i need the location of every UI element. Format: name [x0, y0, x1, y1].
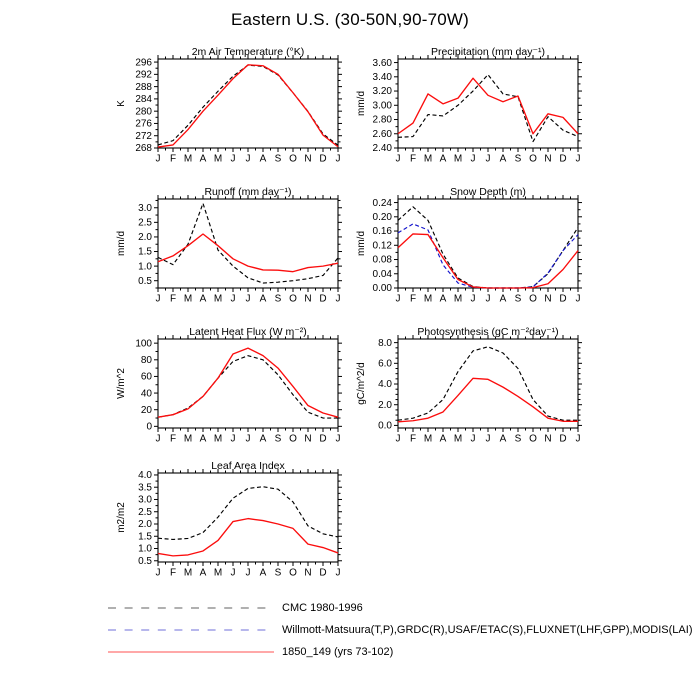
series-line: [398, 224, 578, 288]
svg-text:K: K: [116, 100, 127, 107]
svg-text:m2/m2: m2/m2: [116, 502, 127, 533]
svg-text:4.0: 4.0: [378, 379, 392, 391]
svg-text:S: S: [514, 433, 522, 445]
svg-text:8.0: 8.0: [378, 337, 392, 349]
svg-text:J: J: [155, 567, 161, 579]
figure-title: Eastern U.S. (30-50N,90-70W): [230, 10, 470, 29]
svg-text:0.08: 0.08: [372, 254, 392, 266]
series-line: [398, 234, 578, 288]
legend-label: 1850_149 (yrs 73-102): [282, 646, 394, 658]
legend-entry-obs: [107, 623, 693, 637]
svg-text:O: O: [289, 433, 297, 445]
svg-text:Leaf Area Index: Leaf Area Index: [211, 460, 285, 472]
svg-text:J: J: [155, 153, 161, 165]
svg-text:100: 100: [135, 338, 152, 350]
svg-text:0.24: 0.24: [372, 197, 392, 209]
svg-text:F: F: [169, 567, 177, 579]
svg-text:0.5: 0.5: [138, 275, 152, 287]
svg-text:J: J: [395, 433, 401, 445]
series-line: [158, 203, 338, 283]
svg-text:M: M: [183, 433, 193, 445]
svg-text:F: F: [409, 433, 417, 445]
svg-text:J: J: [245, 433, 251, 445]
svg-text:D: D: [319, 153, 327, 165]
svg-text:M: M: [183, 293, 193, 305]
svg-text:20: 20: [140, 404, 152, 416]
svg-text:D: D: [559, 293, 567, 305]
svg-text:F: F: [409, 293, 417, 305]
series-line: [158, 234, 338, 272]
svg-text:A: A: [199, 293, 207, 305]
svg-text:J: J: [230, 153, 236, 165]
svg-text:mm/d: mm/d: [356, 91, 367, 116]
svg-text:S: S: [514, 293, 522, 305]
svg-text:M: M: [183, 153, 193, 165]
svg-text:80: 80: [140, 354, 152, 366]
svg-text:2.80: 2.80: [372, 114, 392, 126]
legend-label: Willmott-Matsuura(T,P),GRDC(R),USAF/ETAC(S),FLUXNET(LHF,GPP),MODIS(LAI): [282, 624, 693, 636]
svg-text:M: M: [453, 293, 463, 305]
svg-text:A: A: [199, 153, 207, 165]
svg-text:N: N: [304, 567, 312, 579]
svg-text:4.0: 4.0: [138, 470, 152, 482]
svg-text:A: A: [439, 433, 447, 445]
svg-text:0.12: 0.12: [372, 240, 392, 252]
legend-entry-model: [107, 645, 393, 659]
svg-text:J: J: [155, 293, 161, 305]
svg-text:3.60: 3.60: [372, 57, 392, 69]
svg-text:A: A: [199, 567, 207, 579]
svg-text:2.0: 2.0: [378, 399, 392, 411]
svg-text:M: M: [423, 153, 433, 165]
series-line: [398, 78, 578, 134]
svg-text:J: J: [395, 293, 401, 305]
svg-text:J: J: [230, 293, 236, 305]
svg-text:N: N: [544, 153, 552, 165]
svg-text:J: J: [230, 433, 236, 445]
svg-text:3.0: 3.0: [138, 202, 152, 214]
series-line: [398, 75, 578, 142]
svg-text:60: 60: [140, 371, 152, 383]
svg-text:N: N: [304, 153, 312, 165]
svg-text:M: M: [423, 293, 433, 305]
svg-text:2.0: 2.0: [138, 519, 152, 531]
svg-text:A: A: [439, 153, 447, 165]
svg-text:A: A: [499, 433, 507, 445]
chart-svg: [110, 325, 360, 460]
svg-text:280: 280: [135, 106, 152, 118]
svg-text:N: N: [544, 293, 552, 305]
svg-text:276: 276: [135, 118, 152, 130]
chart-panel-air-temperature: [110, 45, 360, 180]
svg-text:A: A: [499, 293, 507, 305]
svg-text:2.40: 2.40: [372, 143, 392, 155]
svg-text:296: 296: [135, 57, 152, 69]
svg-text:0.20: 0.20: [372, 212, 392, 223]
svg-text:J: J: [335, 293, 341, 305]
chart-panel-runoff: [110, 185, 360, 320]
svg-text:O: O: [289, 293, 297, 305]
svg-text:O: O: [289, 567, 297, 579]
svg-text:M: M: [183, 567, 193, 579]
svg-text:N: N: [304, 433, 312, 445]
svg-text:J: J: [485, 433, 491, 445]
svg-text:D: D: [559, 153, 567, 165]
svg-text:O: O: [529, 153, 537, 165]
svg-text:1.0: 1.0: [138, 261, 152, 273]
svg-text:gC/m^2/d: gC/m^2/d: [356, 362, 367, 405]
svg-text:A: A: [199, 433, 207, 445]
svg-text:S: S: [274, 433, 282, 445]
svg-text:0.04: 0.04: [372, 268, 392, 280]
svg-text:F: F: [169, 153, 177, 165]
svg-text:M: M: [213, 153, 223, 165]
svg-text:J: J: [470, 293, 476, 305]
svg-text:Snow Depth (m): Snow Depth (m): [450, 186, 526, 198]
svg-text:3.40: 3.40: [372, 72, 392, 83]
svg-text:O: O: [289, 153, 297, 165]
svg-text:288: 288: [135, 81, 152, 93]
series-line: [158, 348, 338, 417]
svg-text:2.0: 2.0: [138, 232, 152, 244]
svg-text:0.16: 0.16: [372, 226, 392, 238]
svg-text:0: 0: [146, 421, 152, 433]
svg-text:0.0: 0.0: [378, 420, 392, 432]
svg-text:M: M: [213, 567, 223, 579]
svg-text:M: M: [423, 433, 433, 445]
svg-text:S: S: [274, 153, 282, 165]
chart-svg: [350, 185, 600, 320]
svg-text:268: 268: [135, 143, 152, 155]
svg-text:3.00: 3.00: [372, 100, 392, 112]
svg-text:J: J: [335, 433, 341, 445]
svg-text:N: N: [544, 433, 552, 445]
legend-line-sample: [107, 646, 275, 658]
svg-text:3.0: 3.0: [138, 494, 152, 506]
svg-text:A: A: [439, 293, 447, 305]
series-line: [158, 356, 338, 418]
svg-text:D: D: [319, 293, 327, 305]
svg-text:J: J: [245, 293, 251, 305]
series-line: [158, 519, 338, 556]
svg-text:J: J: [245, 567, 251, 579]
svg-text:0.00: 0.00: [372, 283, 392, 295]
chart-svg: [110, 185, 360, 320]
svg-text:40: 40: [140, 388, 152, 400]
svg-text:F: F: [409, 153, 417, 165]
svg-text:mm/d: mm/d: [116, 231, 127, 256]
svg-text:A: A: [259, 153, 267, 165]
svg-text:D: D: [319, 567, 327, 579]
legend-entry-cmc: [107, 601, 363, 615]
svg-text:M: M: [213, 293, 223, 305]
svg-text:0.5: 0.5: [138, 555, 152, 567]
svg-text:J: J: [575, 433, 581, 445]
svg-text:284: 284: [135, 94, 152, 106]
chart-svg: [350, 325, 600, 460]
svg-text:A: A: [259, 293, 267, 305]
svg-text:3.5: 3.5: [138, 482, 152, 494]
chart-panel-snow-depth: [350, 185, 600, 320]
series-line: [398, 207, 578, 288]
svg-text:F: F: [169, 433, 177, 445]
legend-label: CMC 1980-1996: [282, 602, 363, 614]
svg-text:292: 292: [135, 69, 152, 81]
svg-text:S: S: [274, 293, 282, 305]
svg-text:A: A: [499, 153, 507, 165]
svg-text:Precipitation (mm day⁻¹): Precipitation (mm day⁻¹): [430, 46, 546, 58]
svg-text:6.0: 6.0: [378, 358, 392, 370]
series-line: [158, 65, 338, 147]
svg-text:2.5: 2.5: [138, 217, 152, 229]
chart-svg: [110, 459, 360, 594]
series-line: [398, 347, 578, 420]
svg-text:O: O: [529, 293, 537, 305]
svg-text:J: J: [485, 293, 491, 305]
svg-text:J: J: [470, 153, 476, 165]
chart-panel-latent-heat-flux: [110, 325, 360, 460]
legend-line-sample: [107, 602, 275, 614]
svg-text:Latent Heat Flux (W m⁻²): Latent Heat Flux (W m⁻²): [189, 326, 307, 338]
svg-text:J: J: [335, 567, 341, 579]
chart-panel-leaf-area-index: [110, 459, 360, 594]
series-line: [398, 378, 578, 421]
svg-text:D: D: [319, 433, 327, 445]
svg-text:N: N: [304, 293, 312, 305]
svg-text:J: J: [575, 293, 581, 305]
svg-text:J: J: [335, 153, 341, 165]
svg-text:1.5: 1.5: [138, 246, 152, 258]
svg-text:272: 272: [135, 130, 152, 142]
svg-text:2.5: 2.5: [138, 506, 152, 518]
chart-panel-photosynthesis: [350, 325, 600, 460]
svg-text:A: A: [259, 567, 267, 579]
svg-text:2m Air Temperature (°K): 2m Air Temperature (°K): [191, 46, 305, 58]
svg-text:J: J: [155, 433, 161, 445]
svg-text:J: J: [485, 153, 491, 165]
svg-text:Runoff (mm day⁻¹): Runoff (mm day⁻¹): [204, 186, 292, 198]
series-line: [158, 487, 338, 540]
svg-text:O: O: [529, 433, 537, 445]
svg-text:J: J: [470, 433, 476, 445]
svg-text:M: M: [213, 433, 223, 445]
svg-text:J: J: [230, 567, 236, 579]
chart-panel-precipitation: [350, 45, 600, 180]
svg-text:S: S: [274, 567, 282, 579]
svg-text:J: J: [245, 153, 251, 165]
svg-text:2.60: 2.60: [372, 128, 392, 140]
svg-text:S: S: [514, 153, 522, 165]
legend-line-sample: [107, 624, 275, 636]
chart-svg: [110, 45, 360, 180]
svg-text:D: D: [559, 433, 567, 445]
svg-text:A: A: [259, 433, 267, 445]
svg-text:F: F: [169, 293, 177, 305]
chart-svg: [350, 45, 600, 180]
svg-text:Photosynthesis (gC m⁻²day⁻¹): Photosynthesis (gC m⁻²day⁻¹): [417, 326, 559, 338]
svg-text:1.5: 1.5: [138, 531, 152, 543]
svg-text:mm/d: mm/d: [356, 231, 367, 256]
svg-text:1.0: 1.0: [138, 543, 152, 555]
svg-text:J: J: [395, 153, 401, 165]
svg-text:M: M: [453, 153, 463, 165]
svg-text:3.20: 3.20: [372, 86, 392, 98]
svg-text:M: M: [453, 433, 463, 445]
svg-text:W/m^2: W/m^2: [116, 368, 127, 399]
svg-text:J: J: [575, 153, 581, 165]
